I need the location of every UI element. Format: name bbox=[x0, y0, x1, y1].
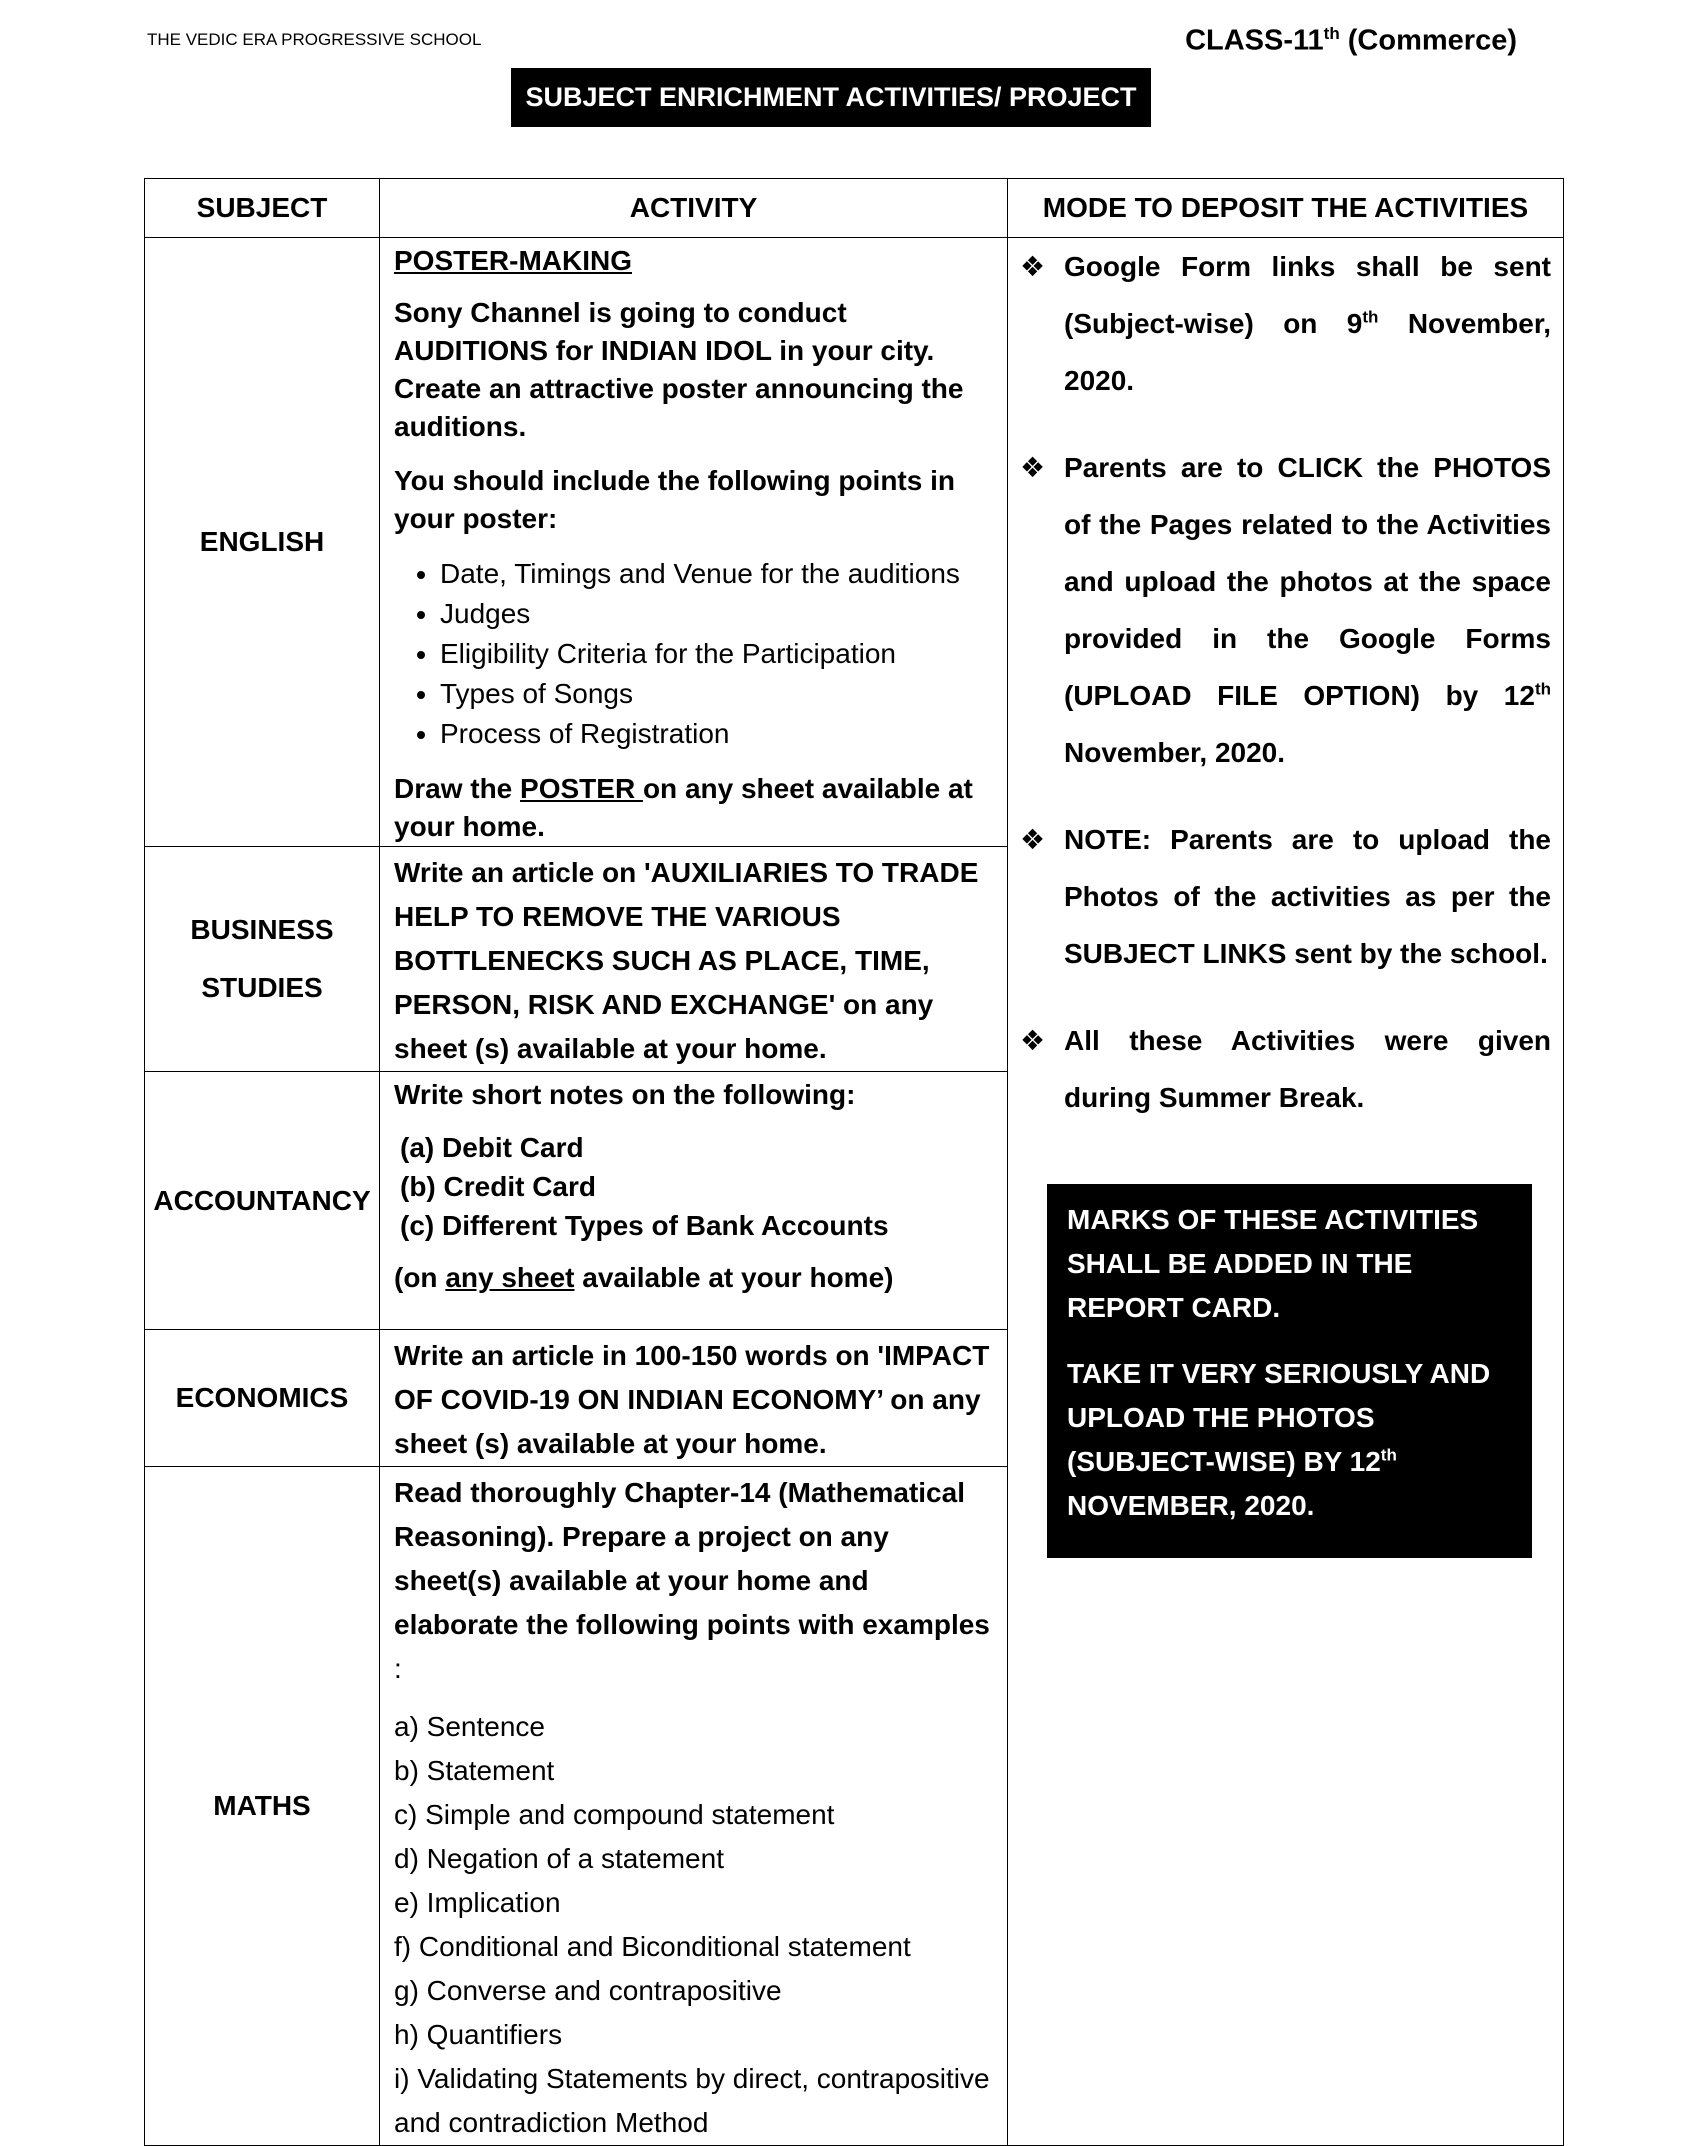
topic-item: e) Implication bbox=[394, 1887, 561, 1918]
subject-english: ENGLISH bbox=[145, 238, 380, 847]
topic-item: b) Statement bbox=[394, 1755, 555, 1786]
activity-instruction: Draw the POSTER on any sheet available at your home. bbox=[394, 773, 973, 842]
column-header-activity: ACTIVITY bbox=[380, 179, 1008, 238]
four-diamond-bullet-icon: ❖ bbox=[1020, 1025, 1046, 1056]
marks-notice-box: MARKS OF THESE ACTIVITIES SHALL BE ADDED IN THE REPORT CARD. TAKE IT VERY SERIOUSLY AND UPLOAD THE PHOTOS (SUBJECT-WISE) BY 12th NOVEMBER, 2020. bbox=[1047, 1184, 1532, 1558]
poster-points-list bbox=[394, 554, 995, 754]
column-header-subject: SUBJECT bbox=[145, 179, 380, 238]
list-item: (c) Different Types of Bank Accounts bbox=[400, 1210, 889, 1241]
mode-bullet: ❖ All these Activities were given during Summer Break. bbox=[1020, 1012, 1551, 1126]
subject-accountancy: ACCOUNTANCY bbox=[145, 1072, 380, 1330]
four-diamond-bullet-icon: ❖ bbox=[1020, 452, 1046, 483]
activities-table bbox=[144, 178, 1564, 2146]
list-item: • Process of Registration bbox=[440, 714, 995, 754]
table-header-row bbox=[145, 179, 1564, 238]
activity-english bbox=[380, 238, 1008, 847]
activity-paragraph: You should include the following points in your poster: bbox=[394, 465, 955, 534]
mode-bullet: ❖ NOTE: Parents are to upload the Photos of the activities as per the SUBJECT LINKS sent by the school. bbox=[1020, 811, 1551, 982]
column-header-mode: MODE TO DEPOSIT THE ACTIVITIES bbox=[1008, 179, 1564, 238]
topic-item: c) Simple and compound statement bbox=[394, 1799, 835, 1830]
activity-paragraph: Sony Channel is going to conduct AUDITIONS for INDIAN IDOL in your city. Create an attractive poster announcing the auditions. bbox=[394, 297, 964, 442]
activity-business-studies: Write an article on 'AUXILIARIES TO TRADE HELP TO REMOVE THE VARIOUS BOTTLENECKS SUCH AS PLACE, TIME, PERSON, RISK AND EXCHANGE' on any sheet (s) available at your home. bbox=[380, 847, 1008, 1072]
activity-accountancy: Write short notes on the following: (a) Debit Card (b) Credit Card (c) Different Types of Bank Accounts (on any sheet available at your home) bbox=[380, 1072, 1008, 1330]
subject-maths: MATHS bbox=[145, 1467, 380, 2146]
activity-maths: Read thoroughly Chapter-14 (Mathematical Reasoning). Prepare a project on any sheet(s) available at your home and elaborate the following points with examples : a) Sentence b) Statement c) Simple and compound statement d) Negation of a statement e) Implication f) Conditional and Biconditional statement g) Converse and contrapositive h) Quantifiers i) Validating Statements by direct, contrapositive and contradiction Method bbox=[380, 1467, 1008, 2146]
mode-bullet: ❖ Parents are to CLICK the PHOTOS of the Pages related to the Activities and upload the photos at the space provided in the Google Forms (UPLOAD FILE OPTION) by 12th November, 2020. bbox=[1020, 439, 1551, 781]
activity-economics: Write an article in 100-150 words on 'IMPACT OF COVID-19 ON INDIAN ECONOMY’ on any sheet (s) available at your home. bbox=[380, 1330, 1008, 1467]
list-item: (b) Credit Card bbox=[400, 1171, 596, 1202]
topic-item: d) Negation of a statement bbox=[394, 1843, 724, 1874]
list-item: • Types of Songs bbox=[440, 674, 995, 714]
table-row-english bbox=[145, 238, 1564, 847]
list-item: (a) Debit Card bbox=[400, 1132, 584, 1163]
subject-business-studies: BUSINESS STUDIES bbox=[145, 847, 380, 1072]
topic-item: f) Conditional and Biconditional statement bbox=[394, 1931, 911, 1962]
title-banner: SUBJECT ENRICHMENT ACTIVITIES/ PROJECT bbox=[511, 68, 1151, 127]
school-name: THE VEDIC ERA PROGRESSIVE SCHOOL bbox=[147, 30, 482, 49]
mode-cell bbox=[1008, 238, 1564, 2146]
mode-bullet: ❖ Google Form links shall be sent (Subject-wise) on 9th November, 2020. bbox=[1020, 238, 1551, 409]
list-item: • Date, Timings and Venue for the auditions bbox=[440, 554, 995, 594]
topic-item: a) Sentence bbox=[394, 1711, 545, 1742]
activity-title: POSTER-MAKING bbox=[394, 245, 632, 276]
list-item: • Judges bbox=[440, 594, 995, 634]
subject-economics: ECONOMICS bbox=[145, 1330, 380, 1467]
four-diamond-bullet-icon: ❖ bbox=[1020, 824, 1046, 855]
class-label: CLASS-11th (Commerce) bbox=[1185, 24, 1517, 57]
topic-item: h) Quantifiers bbox=[394, 2019, 563, 2050]
list-item: • Eligibility Criteria for the Participation bbox=[440, 634, 995, 674]
topic-item: i) Validating Statements by direct, contrapositive and contradiction Method bbox=[394, 2063, 990, 2138]
four-diamond-bullet-icon: ❖ bbox=[1020, 251, 1046, 282]
topic-item: g) Converse and contrapositive bbox=[394, 1975, 782, 2006]
